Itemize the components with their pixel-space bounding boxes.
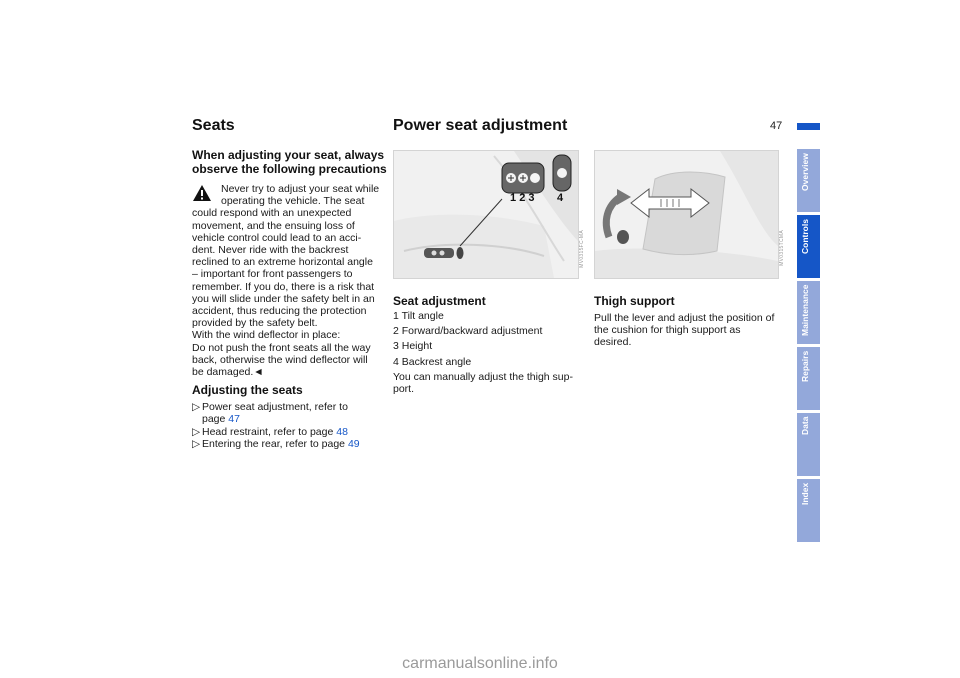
warning-line: could respond with an unexpected xyxy=(192,207,352,220)
bullet-arrow-icon: ▷ xyxy=(192,437,201,450)
figure-code: MV0315FC-MA xyxy=(579,230,585,268)
page-number: 47 xyxy=(770,120,783,132)
thigh-support-heading: Thigh support xyxy=(594,294,675,308)
tab-overview[interactable]: Overview xyxy=(797,149,820,212)
warning-line: accident, thus reducing the protection xyxy=(192,305,367,318)
warning-line: – important for front passengers to xyxy=(192,268,353,281)
tab-data[interactable]: Data xyxy=(797,413,820,476)
middle-column xyxy=(393,294,583,395)
page-title: Power seat adjustment xyxy=(393,117,568,134)
list-item: ▷ Head restraint, refer to page 48 xyxy=(192,425,348,438)
tab-controls[interactable]: Controls xyxy=(797,215,820,278)
page-link[interactable]: 49 xyxy=(347,437,360,450)
warning-line: you will slide under the safety belt in an xyxy=(192,292,375,305)
warning-heading: When adjusting your seat, always observe the following precautions xyxy=(192,148,387,176)
tab-repairs[interactable]: Repairs xyxy=(797,347,820,410)
section-title: Seats xyxy=(192,117,235,134)
manual-adjust-note: You can manually adjust the thigh sup- port. xyxy=(393,370,573,396)
list-item: 1 Tilt angle xyxy=(393,310,444,322)
warning-line: Never try to adjust your seat while xyxy=(221,183,380,195)
callout-4: 4 xyxy=(557,192,564,204)
warning-line: With the wind deflector in place: xyxy=(192,329,341,342)
list-item: ▷ Entering the rear, refer to page 49 xyxy=(192,437,360,450)
watermark: carmanualsonline.info xyxy=(402,655,558,672)
callout-1: 1 xyxy=(510,192,517,204)
section-marker-bar xyxy=(797,123,820,130)
seat-adjustment-heading: Seat adjustment xyxy=(393,294,486,308)
warning-line: remember. If you do, there is a risk that xyxy=(192,280,375,293)
warning-box xyxy=(192,183,387,378)
seat-illustration xyxy=(394,151,578,278)
thigh-support-illustration xyxy=(595,151,778,278)
seat-adjustment-figure xyxy=(393,150,579,279)
side-nav xyxy=(797,149,820,544)
callout-3: 3 xyxy=(528,192,535,204)
bullet-arrow-icon: ▷ xyxy=(192,401,201,414)
list-item: 2 Forward/backward adjustment xyxy=(393,325,543,338)
warning-text xyxy=(192,183,387,378)
adjustment-list xyxy=(393,309,583,370)
warning-line: Do not push the front seats all the way xyxy=(192,341,371,354)
left-column xyxy=(192,148,387,450)
warning-line: vehicle control could lead to an acci- xyxy=(192,231,362,244)
reference-list xyxy=(192,401,387,450)
right-column xyxy=(594,294,789,349)
warning-line: reclined to an extreme horizontal angle xyxy=(192,256,373,269)
list-item: 3 Height xyxy=(393,340,433,353)
list-item: 4 Backrest angle xyxy=(393,355,472,368)
thigh-support-figure xyxy=(594,150,779,279)
tab-maintenance[interactable]: Maintenance xyxy=(797,281,820,344)
warning-line: provided by the safety belt. xyxy=(192,317,318,330)
adjusting-heading: Adjusting the seats xyxy=(192,383,303,398)
callout-2: 2 xyxy=(519,192,526,204)
warning-line: dent. Never ride with the backrest xyxy=(192,244,349,257)
thigh-support-text: Pull the lever and adjust the position of the cushion for thigh support as desired. xyxy=(594,312,775,349)
warning-line: operating the vehicle. The seat xyxy=(221,195,365,208)
warning-triangle-icon xyxy=(192,184,212,202)
warning-line: back, otherwise the wind deflector will xyxy=(192,353,368,366)
list-item: ▷ Power seat adjustment, refer to page 47 xyxy=(192,401,348,426)
figure-code: MV0315TCMA xyxy=(779,230,785,266)
warning-line: movement, and the ensuing loss of xyxy=(192,219,355,232)
page-link[interactable]: 47 xyxy=(228,413,240,426)
page-link[interactable]: 48 xyxy=(336,425,348,438)
bullet-arrow-icon: ▷ xyxy=(192,425,201,438)
warning-line: be damaged.◄ xyxy=(192,366,264,379)
callout-labels xyxy=(510,192,535,204)
tab-index[interactable]: Index xyxy=(797,479,820,542)
